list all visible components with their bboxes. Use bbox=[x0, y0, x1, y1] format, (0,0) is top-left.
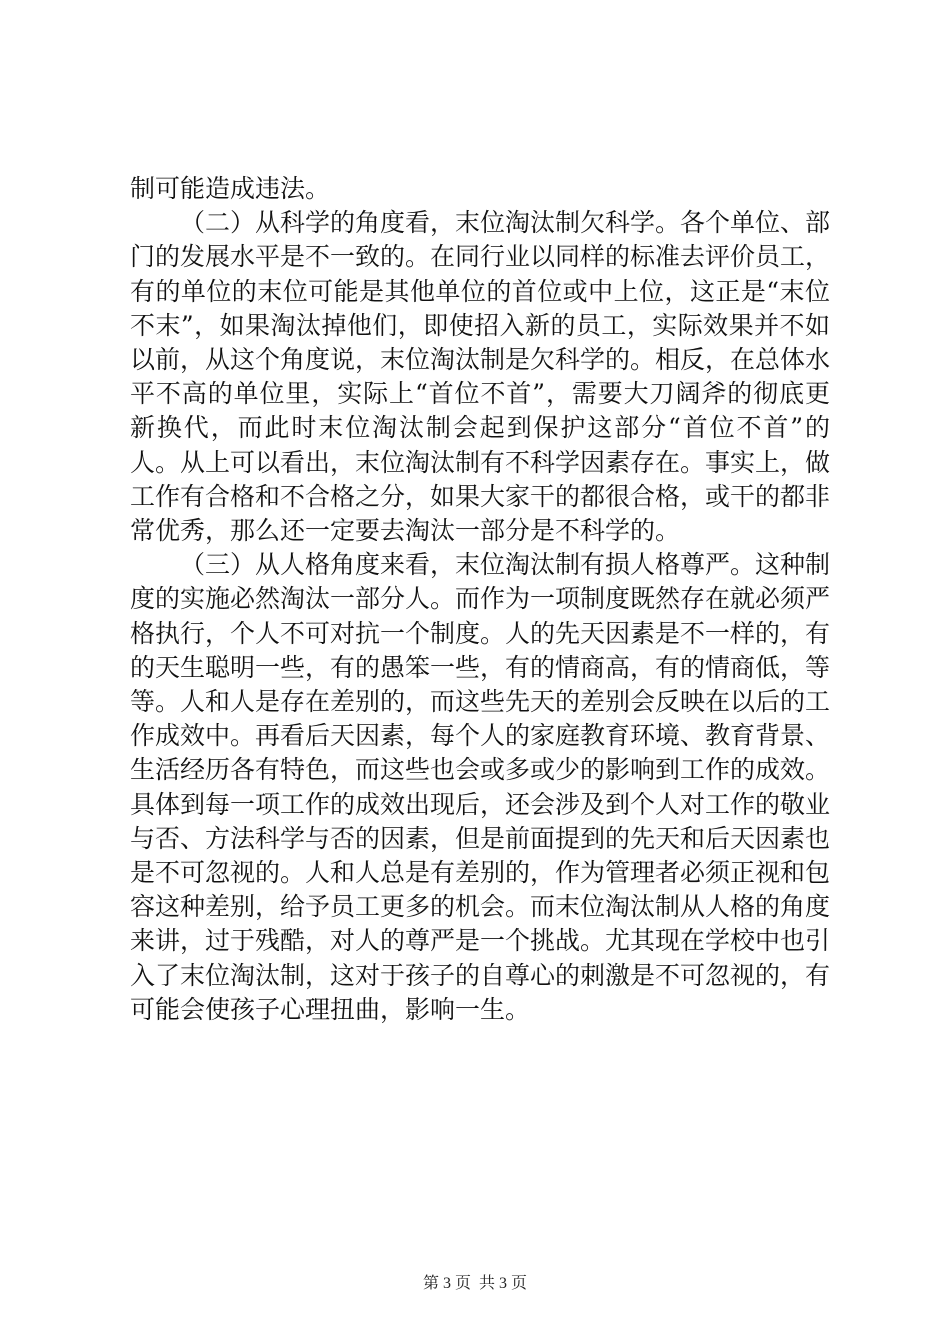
paragraph-scientific-angle: （二）从科学的角度看，末位淘汰制欠科学。各个单位、部门的发展水平是不一致的。在同行业以同样的标准去评价员工，有的单位的末位可能是其他单位的首位或中上位，这正是“末位不末”，如果淘汰掉他们，即使招入新的员工，实际效果并不如以前，从这个角度说，末位淘汰制是欠科学的。相反，在总体水平不高的单位里，实际上“首位不首”，需要大刀阔斧的彻底更新换代，而此时末位淘汰制会起到保护这部分“首位不首”的人。从上可以看出，末位淘汰制有不科学因素存在。事实上，做工作有合格和不合格之分，如果大家干的都很合格，或干的都非常优秀，那么还一定要去淘汰一部分是不科学的。 bbox=[130, 208, 831, 546]
page-number-label: 第 3 页 共 3 页 bbox=[422, 1275, 527, 1292]
paragraph-personality-angle: （三）从人格角度来看，末位淘汰制有损人格尊严。这种制度的实施必然淘汰一部分人。而作为一项制度既然存在就必须严格执行，个人不可对抗一个制度。人的先天因素是不一样的，有的天生聪明一些，有的愚笨一些，有的情商高，有的情商低，等等。人和人是存在差别的，而这些先天的差别会反映在以后的工作成效中。再看后天因素，每个人的家庭教育环境、教育背景、生活经历各有特色，而这些也会或多或少的影响到工作的成效。具体到每一项工作的成效出现后，还会涉及到个人对工作的敬业与否、方法科学与否的因素，但是前面提到的先天和后天因素也是不可忽视的。人和人总是有差别的，作为管理者必须正视和包容这种差别，给予员工更多的机会。而末位淘汰制从人格的角度来讲，过于残酷，对人的尊严是一个挑战。尤其现在学校中也引入了末位淘汰制，这对于孩子的自尊心的刺激是不可忽视的，有可能会使孩子心理扭曲，影响一生。 bbox=[130, 550, 831, 1024]
page-footer bbox=[0, 1270, 950, 1293]
document-body bbox=[130, 172, 830, 1027]
paragraph-continuation: 制可能造成违法。 bbox=[130, 174, 331, 203]
